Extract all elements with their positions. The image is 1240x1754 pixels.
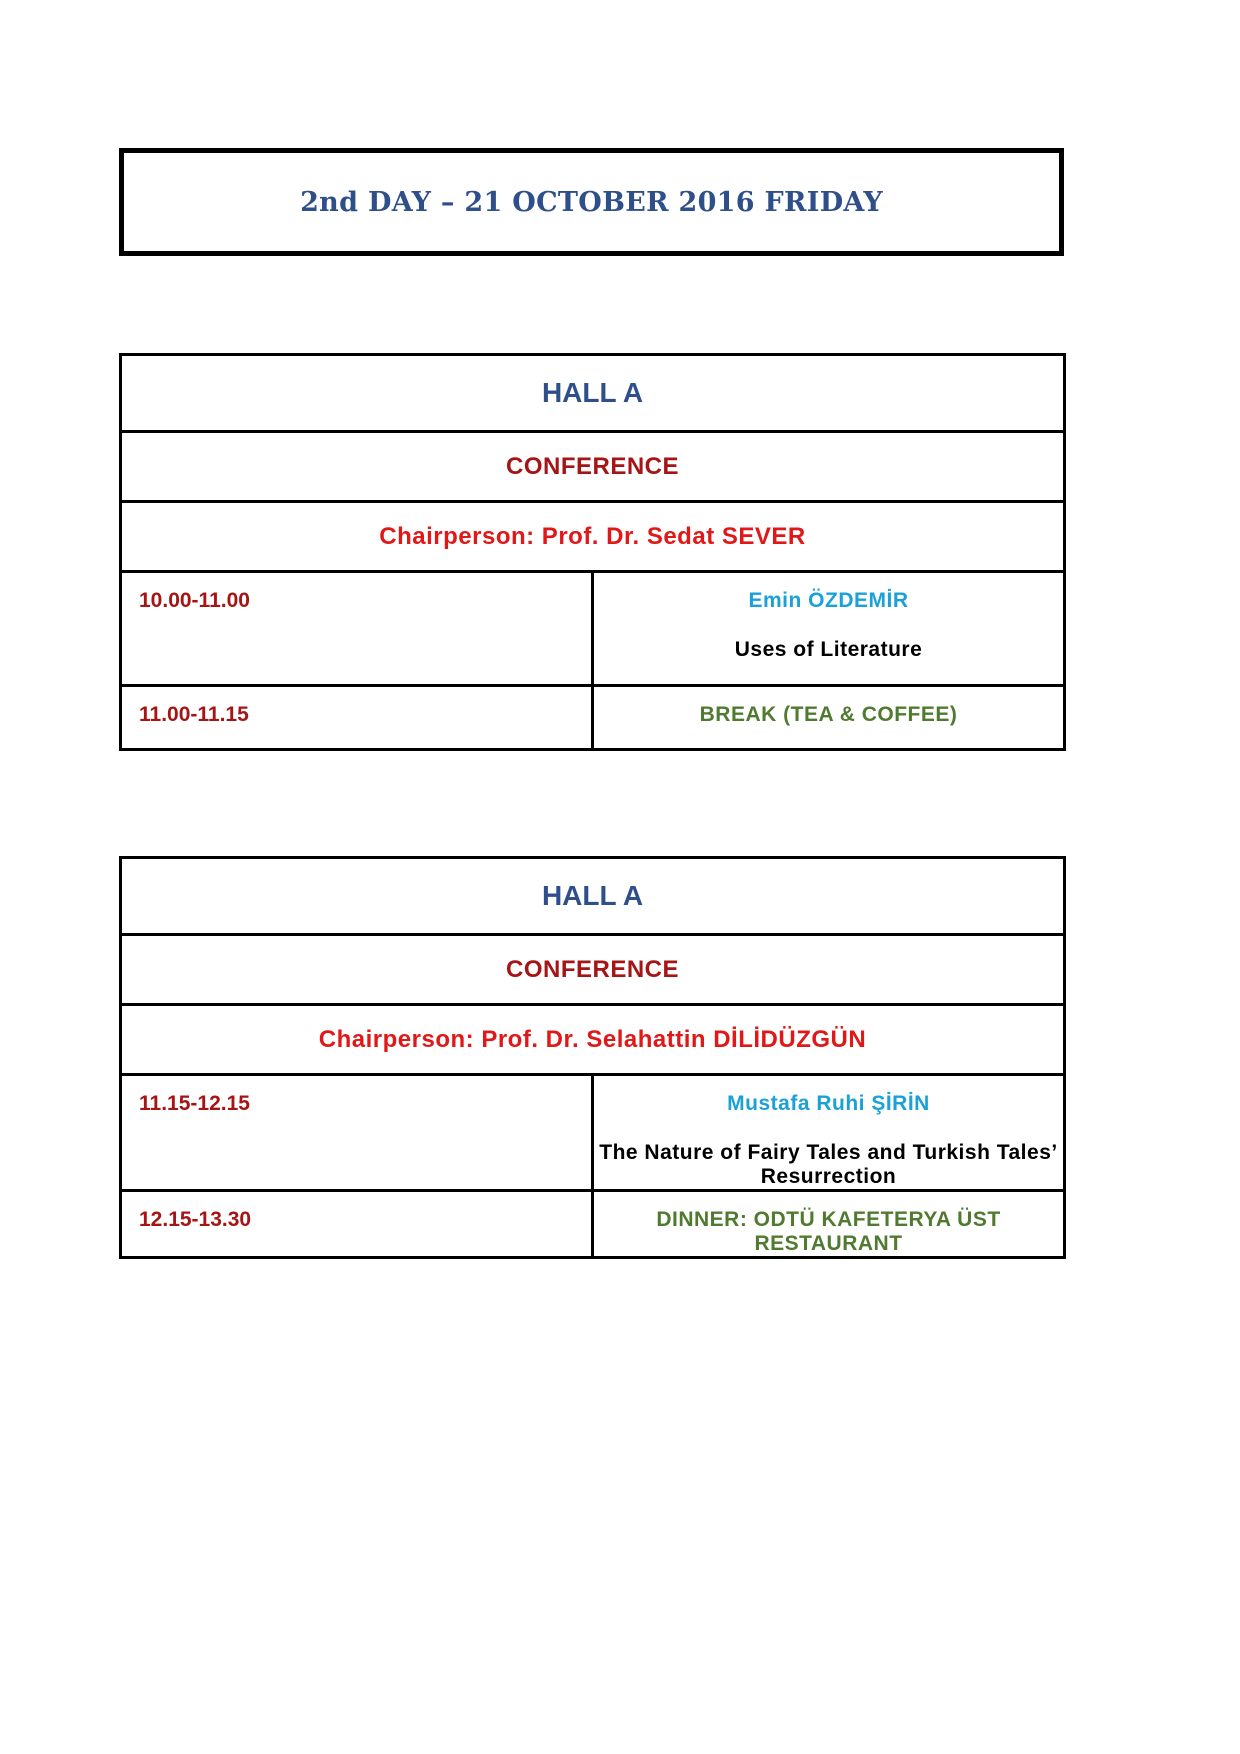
speaker-name: Emin ÖZDEMİR (748, 589, 909, 612)
dinner-time: 12.15-13.30 (121, 1191, 593, 1258)
break-label: BREAK (TEA & COFFEE) (593, 686, 1065, 750)
day-title: 2nd DAY – 21 OCTOBER 2016 FRIDAY (300, 186, 883, 218)
session-type: CONFERENCE (121, 935, 1065, 1005)
break-time: 11.00-11.15 (121, 686, 593, 750)
talk-time: 11.15-12.15 (121, 1075, 593, 1191)
talk-title: The Nature of Fairy Tales and Turkish Tales’ Resurrection (599, 1141, 1058, 1188)
chairperson: Chairperson: Prof. Dr. Sedat SEVER (121, 502, 1065, 572)
session-table-1 (119, 353, 1066, 751)
talk-cell (593, 572, 1065, 686)
talk-time: 10.00-11.00 (121, 572, 593, 686)
hall-name: HALL A (121, 858, 1065, 935)
talk-title: Uses of Literature (734, 638, 923, 661)
speaker-name: Mustafa Ruhi ŞİRİN (727, 1092, 930, 1115)
dinner-label: DINNER: ODTÜ KAFETERYA ÜST RESTAURANT (593, 1191, 1065, 1258)
talk-cell (593, 1075, 1065, 1191)
chairperson: Chairperson: Prof. Dr. Selahattin DİLİDÜZGÜN (121, 1005, 1065, 1075)
day-header-box (119, 148, 1064, 256)
session-type: CONFERENCE (121, 432, 1065, 502)
hall-name: HALL A (121, 355, 1065, 432)
session-table-2 (119, 856, 1066, 1259)
